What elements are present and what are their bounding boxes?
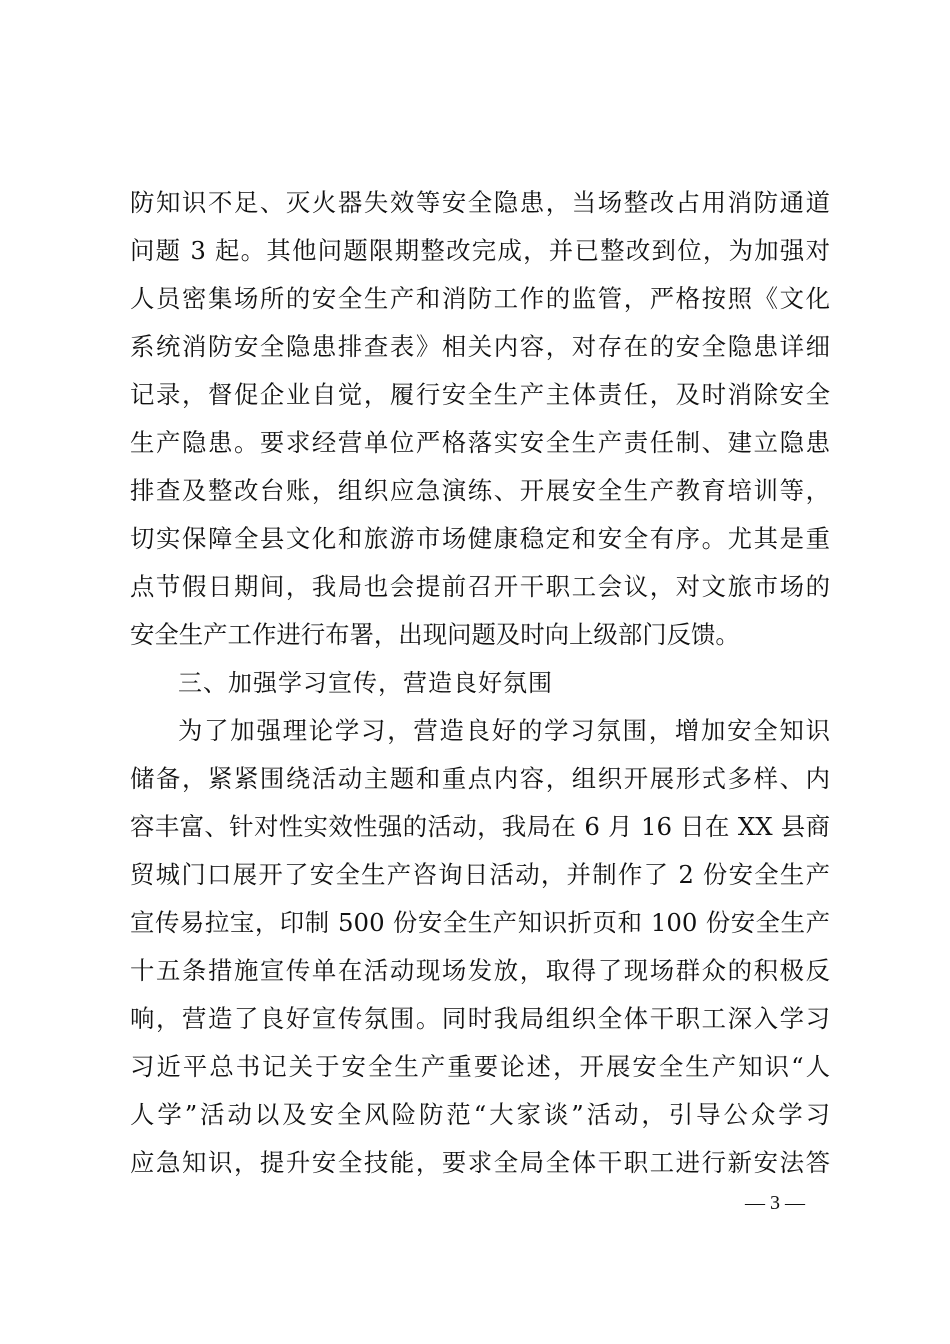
paragraph-2-line: 为了加强理论学习，营造良好的学习氛围，增加安全知识 — [178, 716, 830, 745]
paragraph-1-line: 系统消防安全隐患排查表》相关内容，对存在的安全隐患详细 — [130, 332, 830, 361]
paragraph-1-line: 点节假日期间，我局也会提前召开干职工会议，对文旅市场的 — [130, 572, 830, 601]
paragraph-2-line: 储备，紧紧围绕活动主题和重点内容，组织开展形式多样、内 — [130, 764, 830, 793]
paragraph-1-line: 人员密集场所的安全生产和消防工作的监管，严格按照《文化 — [130, 284, 830, 313]
paragraph-2-line: 容丰富、针对性实效性强的活动，我局在 6 月 16 日在 XX 县商 — [130, 812, 830, 841]
paragraph-2-line: 贸城门口展开了安全生产咨询日活动，并制作了 2 份安全生产 — [130, 860, 830, 889]
paragraph-2-line: 十五条措施宣传单在活动现场发放，取得了现场群众的积极反 — [130, 956, 830, 985]
document-body — [130, 179, 830, 1187]
paragraph-1-line: 排查及整改台账，组织应急演练、开展安全生产教育培训等， — [130, 476, 830, 505]
paragraph-1-line: 问题 3 起。其他问题限期整改完成，并已整改到位，为加强对 — [130, 236, 830, 265]
paragraph-1-line: 安全生产工作进行布署，出现问题及时向上级部门反馈。 — [130, 620, 740, 649]
section-heading: 三、加强学习宣传，营造良好氛围 — [178, 669, 553, 697]
paragraph-1-line: 生产隐患。要求经营单位严格落实安全生产责任制、建立隐患 — [130, 428, 830, 457]
paragraph-2-line: 人学”活动以及安全风险防范“大家谈”活动，引导公众学习 — [130, 1100, 830, 1129]
paragraph-1-line: 记录，督促企业自觉，履行安全生产主体责任，及时消除安全 — [130, 380, 830, 409]
paragraph-2-line: 宣传易拉宝，印制 500 份安全生产知识折页和 100 份安全生产 — [130, 908, 830, 937]
paragraph-2-line: 响，营造了良好宣传氛围。同时我局组织全体干职工深入学习 — [130, 1004, 830, 1033]
page-number: — 3 — — [745, 1192, 805, 1214]
paragraph-1-line: 切实保障全县文化和旅游市场健康稳定和安全有序。尤其是重 — [130, 524, 830, 553]
paragraph-2-line: 习近平总书记关于安全生产重要论述，开展安全生产知识“人 — [130, 1052, 830, 1081]
paragraph-1-line: 防知识不足、灭火器失效等安全隐患，当场整改占用消防通道 — [130, 188, 830, 217]
paragraph-2-line: 应急知识，提升安全技能，要求全局全体干职工进行新安法答 — [130, 1148, 830, 1177]
